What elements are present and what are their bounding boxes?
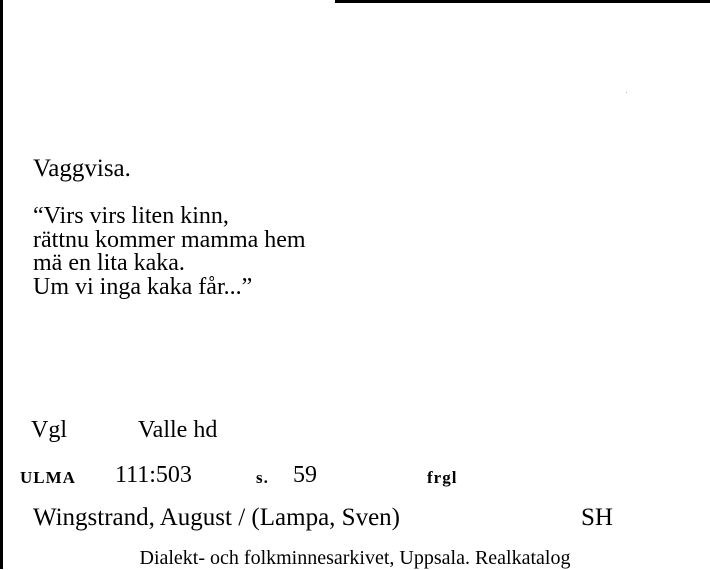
province-label: Vgl [31, 417, 67, 443]
archive-code: ULMA [20, 468, 76, 487]
archive-footer: Dialekt- och folkminnesarkivet, Uppsala. Realkatalog [139, 547, 571, 569]
category-code: frgl [427, 468, 458, 487]
recorder-names: Wingstrand, August / (Lampa, Sven) [33, 504, 400, 531]
card-title: Vaggvisa. [33, 155, 131, 182]
page-label: s. [256, 468, 269, 487]
card-top-edge [335, 0, 710, 3]
scan-speck [626, 92, 627, 93]
verse-line: rättnu kommer mamma hem [33, 226, 306, 253]
verse-block [33, 205, 306, 299]
verse-line: mä en lita kaka. [33, 250, 185, 276]
archive-number: 111:503 [115, 462, 192, 488]
card-left-edge [0, 0, 3, 569]
verse-line: “Virs virs liten kinn, [33, 203, 229, 229]
recorder-initials: SH [581, 504, 613, 531]
parish-label: Valle hd [138, 417, 218, 443]
verse-line: Um vi inga kaka får...” [33, 273, 253, 300]
page-number: 59 [293, 462, 317, 488]
